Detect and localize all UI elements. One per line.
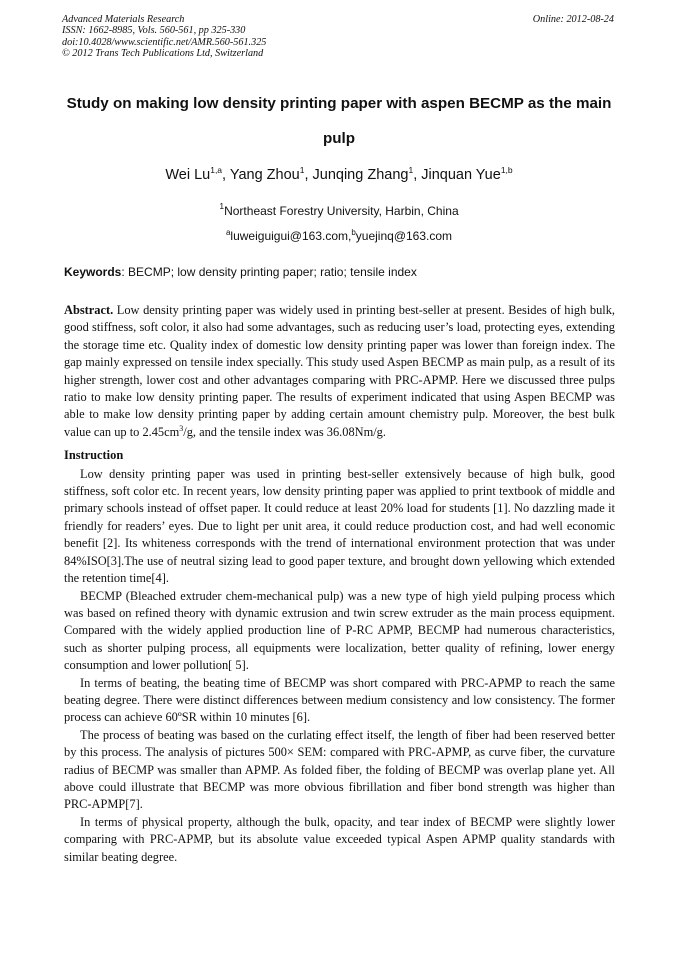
abstract-text-tail: /g, and the tensile index was 36.08Nm/g.: [183, 424, 386, 439]
abstract: [64, 302, 615, 441]
author-affiliation-mark: 1,b: [500, 165, 513, 175]
body-paragraph: In terms of physical property, although the bulk, opacity, and tear index of BECMP were slightly lower comparing with PRC-APMP, but its absolute value exceeded typical Aspen APMP quality standards with similar beating degree.: [64, 814, 615, 864]
body-paragraph: In terms of beating, the beating time of BECMP was short compared with PRC-APMP to reach the same beating degree. There were distinct differences between medium consistency and low consistency. The former process can achieve 60ºSR within 10 minutes [6].: [64, 675, 615, 725]
affiliation-text: Northeast Forestry University, Harbin, China: [224, 204, 459, 218]
email-mark: b: [351, 228, 356, 237]
author-affiliation-mark: 1: [408, 165, 414, 175]
affiliation-mark: 1: [219, 201, 225, 211]
keywords-text: : BECMP; low density printing paper; ratio; tensile index: [121, 265, 417, 279]
paper-title: Study on making low density printing paper with aspen BECMP as the main pulp: [66, 95, 612, 147]
email-address: luweiguigui@163.com,: [230, 229, 352, 243]
section-heading: Instruction: [64, 448, 124, 463]
author-name: Wei Lu: [165, 167, 211, 183]
doi-line: doi:10.4028/www.scientific.net/AMR.560-561.325: [62, 36, 267, 48]
abstract-text: Low density printing paper was widely used in printing best-seller at present. Besides of high bulk, good stiffness, soft color, it also had some advantages, such as reducing user’s load, protecting eyes, extending the storage time etc. Quality index of domestic low density printing paper was lower than foreign index. The gap mainly expressed on tensile index specially. This study used Aspen BECMP as main pulp, as a result of its higher strength, lower cost and other advantages comparing with PRC-APMP. Here we discussed three pulps ratio to make low density printing paper. The results of experiment indicated that using Aspen BECMP was able to make low density printing paper by adding certain amount chemistry pulp. Moreover, the best bulk value can up to 2.45cm: [64, 303, 615, 439]
copyright-line: © 2012 Trans Tech Publications Ltd, Switzerland: [62, 48, 264, 60]
author-emails: [0, 228, 678, 244]
journal-name: Advanced Materials Research: [62, 14, 185, 25]
author-affiliation-mark: 1: [299, 165, 305, 175]
online-date: Online: 2012-08-24: [532, 14, 614, 25]
author-list: Wei Lu$^{1,a}$, Yang Zhou$^1$, Junqing Zhang$^1$, Jinquan Yue$^{1,b}$: [165, 165, 513, 183]
email-mark: a: [225, 228, 231, 237]
body-paragraph: BECMP (Bleached extruder chem-mechanical pulp) was a new type of high yield pulping process which was based on refined theory with dynamic extrusion and twin screw extruder as the main process equipment. Compared with the widely applied production line of P-RC APMP, BECMP had numerous characteristics, such as shorter pulping process, all equipments were localization, better quality of refining, lower energy consumption and lower pollution[ 5].: [64, 588, 615, 673]
keywords-label: Keywords: [64, 265, 122, 279]
journal-header: [62, 14, 422, 60]
abstract-label: Abstract.: [64, 303, 114, 317]
author-name: Junqing Zhang: [312, 167, 409, 183]
issn-line: ISSN: 1662-8985, Vols. 560-561, pp 325-330: [62, 25, 246, 37]
abstract-superscript: 3: [179, 423, 184, 433]
paper-body: [64, 302, 615, 866]
author-affiliation-mark: 1,a: [210, 165, 223, 175]
body-paragraph: Low density printing paper was used in printing best-seller extensively because of high bulk, good stiffness, soft color etc. In recent years, low density printing paper was applied to print textbook of middle and primary schools instead of offset paper. It could reduce at least 20% load for students [1]. No dazzling made it friendly for readers’ eyes. Due to light per unit area, it could reduce production cost, and had well economic benefit [2]. Its whiteness corresponds with the trend of international environment protection that was under 84%ISO[3].The use of neutral sizing lead to good paper texture, and brought down yellowing which extended the retention time[4].: [64, 466, 615, 586]
keywords: [64, 264, 624, 280]
author-name: Jinquan Yue: [421, 167, 501, 183]
author-name: Yang Zhou: [229, 167, 300, 183]
affiliation: [0, 203, 678, 219]
body-paragraph: The process of beating was based on the curlating effect itself, the length of fiber had been reserved better by this process. The analysis of pictures 500× SEM: compared with PRC-APMP, as curve fiber, the curvature radius of BECMP was smaller than APMP. As folded fiber, the folding of BECMP was overlap plane yet. All above could illustrate that BECMP was more obvious fibrillation and fiber bond strength was higher than PRC-APMP[7].: [64, 727, 615, 812]
email-address: yuejinq@163.com: [355, 229, 453, 243]
